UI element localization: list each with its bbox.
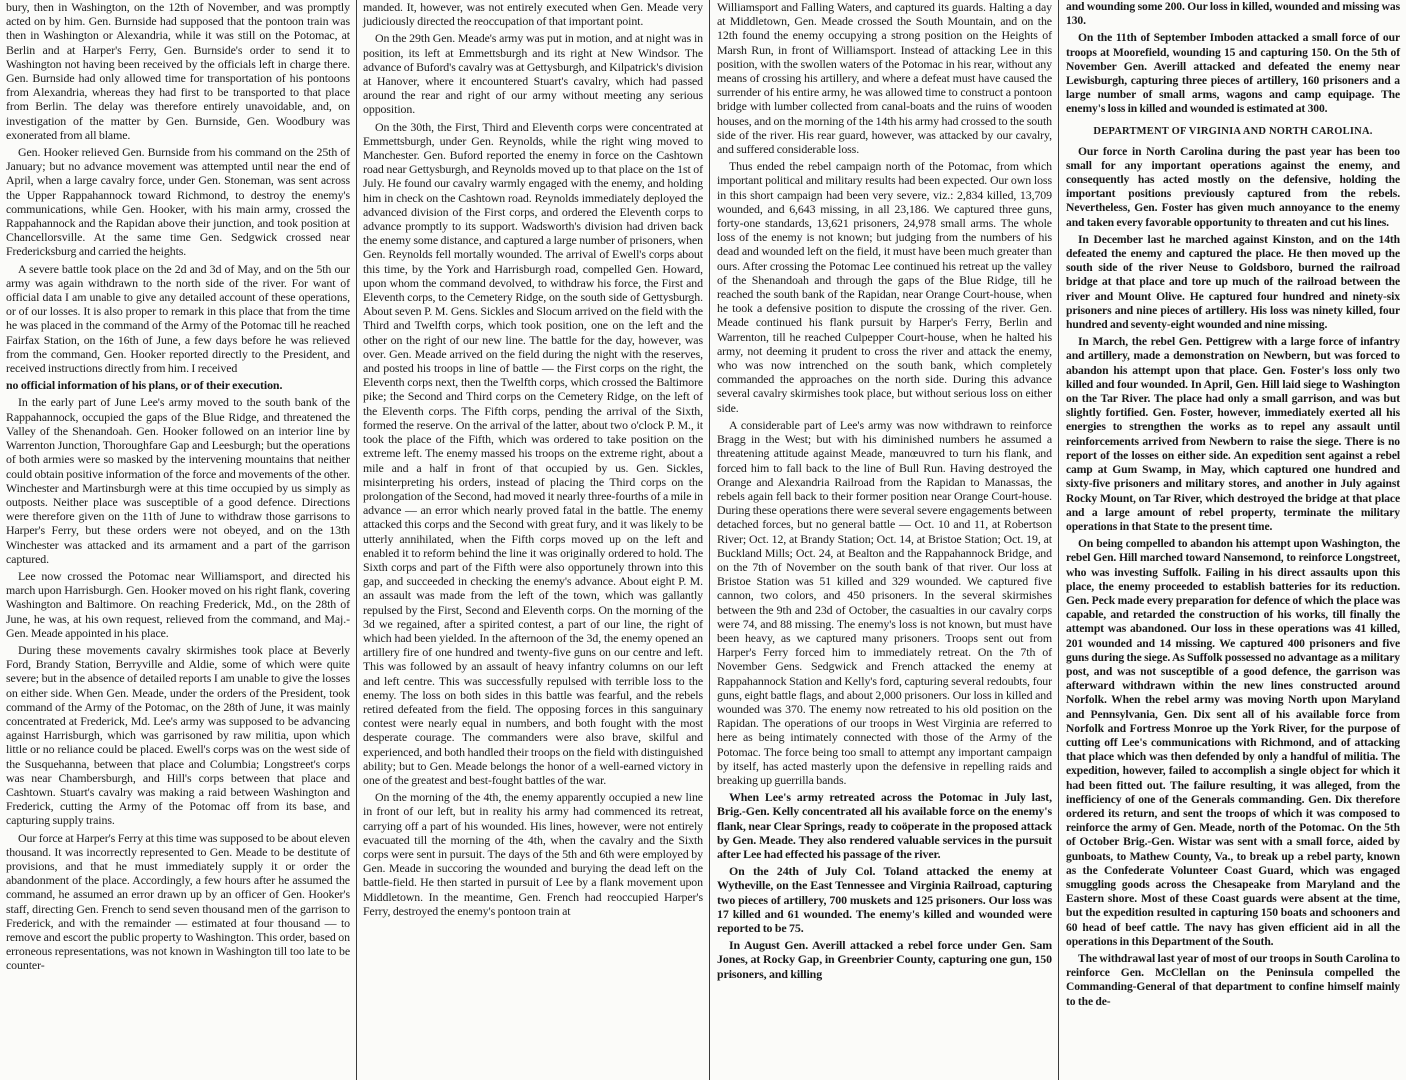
paragraph: no official information of his plans, or of their execution. [6,378,283,393]
paragraph: A considerable part of Lee's army was now withdrawn to reinforce Bragg in the West; but with his diminished numbers he assumed a threatening attitude against Meade, manœuvred to turn his flank, and forced him to fall back to the line of Bull Run. Having destroyed the Orange and Alexandria Railroad from the Rapidan to Manassas, the rebels again fell back to their former position near Orange Court-house. During these operations there were several severe engagements between detached forces, but no general battle — Oct. 10 and 11, at Robertson River; Oct. 12, at Brandy Station; Oct. 14, at Bristoe Station; Oct. 19, at Buckland Mills; Oct. 24, at Bealton and the Rappahannock Bridge, and on the 7th of November on the south bank of that river. Our loss at Bristoe Station was 51 killed and 329 wounded. We captured five cannon, two colors, and 450 prisoners. In the several skirmishes between the 9th and 23d of October, the casualties in our cavalry corps were 74, and 88 missing. The enemy's loss is not known, but must have been heavy, as we captured many prisoners. Troops sent out from Harper's Ferry forced him to immediately retreat. On the 7th of November Gens. Sedgwick and French attacked the enemy at Rappahannock Station and Kelly's ford, capturing several redoubts, four guns, eight battle flags, and about 2,000 prisoners. Our loss in killed and wounded was 370. The enemy now retreated to his old position on the Rapidan. The operations of our troops in West Virginia are referred to here as being intimately connected with those of the Army of the Potomac. The force being too small to attempt any important campaign by itself, has acted masterly upon the defensive in repelling raids and breaking up guerrilla bands. [717,417,1052,787]
paragraph: In December last he marched against Kinston, and on the 14th defeated the enemy and captured the place. He then moved up the south side of the river Neuse to Goldsboro, burned the railroad bridge at that place and tore up much of the railroad between the river and Mount Olive. He captured four hundred and ninety-six prisoners and nine pieces of artillery. His loss was ninety killed, four hundred and seventy-eight wounded and nine missing. [1066,232,1400,332]
paragraph: On the 30th, the First, Third and Eleventh corps were concentrated at Emmettsburgh, under Gen. Reynolds, while the right wing moved to Manchester. Gen. Buford reported the enemy in force on the Cashtown road near Gettysburgh, and Reynolds moved up to that place on the 1st of July. He found our cavalry warmly engaged with the enemy, and holding him in check on the Cashtown road. Reynolds immediately deployed the advanced division of the First corps, and ordered the Eleventh corps to advance promptly to its support. Wadsworth's division had driven back the enemy some distance, and captured a large number of prisoners, when Gen. Reynolds fell mortally wounded. The arrival of Ewell's corps about this time, by the York and Harrisburgh road, compelled Gen. Howard, upon whom the command devolved, to withdraw his force, the First and Eleventh corps, to the Cemetery Ridge, on the south side of Gettysburgh. About seven P. M. Gens. Sickles and Slocum arrived on the field with the Third and Twelfth corps, which took position, one on the left and the other on the right of our new line. The battle for the day, however, was over. Gen. Meade arrived on the field during the night with the reserves, and posted his troops in line of battle — the First corps on the right, the Eleventh corps next, then the Twelfth corps, which crossed the Baltimore pike; the Second and Third corps on the Cemetery Ridge, on the left of the Eleventh corps. The Fifth corps, pending the arrival of the Sixth, formed the reserve. On the arrival of the latter, about two o'clock P. M., it took the place of the Fifth, which was ordered to take position on the extreme left. The enemy massed his troops on the extreme right, about a mile and a half in front of that occupied by us. Gen. Sickles, misinterpreting his orders, instead of placing the Third corps on the prolongation of the Second, had moved it nearly three-fourths of a mile in advance — an error which nearly proved fatal in the battle. The enemy attacked this corps and the Second with great fury, and it was likely to be utterly annihilated, when the Fifth corps moved up on the left and enabled it to reform behind the line it was originally ordered to hold. The Sixth corps and part of the Fifth were also opportunely thrown into this gap, and succeeded in checking the enemy's advance. About eight P. M. an assault was made from the left of the town, which was gallantly repulsed by the First, Second and Eleventh corps. On the morning of the 3d we regained, after a spirited contest, a part of our line, the right of which had been yielded. In the afternoon of the 3d, the enemy opened an artillery fire of one hundred and twenty-five guns on our centre and left. This was followed by an assault of heavy infantry columns on our left and left centre. This was successfully repulsed with terrible loss to the enemy. The loss on both sides in this battle was fearful, and the rebels retired defeated from the field. The opposing forces in this sanguinary contest were nearly equal in numbers, and both fought with the most desperate courage. The commanders were also brave, skilful and experienced, and both handled their troops on the field with distinguished ability; but to Gen. Meade belongs the honor of a well-earned victory in one of the greatest and best-fought battles of the war. [363,119,703,787]
paragraph: bury, then in Washington, on the 12th of November, and was promptly acted on by him. Gen. Burnside had supposed that the pontoon train was then in Washington or Alexandria, while it was still on the Potomac, at Berlin and at Harper's Ferry, Gen. Burnside's order to send it to Washington not having been received by the officials left in charge there. Gen. Burnside had only allowed time for transportation of his pontoons from Alexandria, whereas they had first to be transported to that place from Berlin. The delay was therefore entirely unavoidable, and, on investigation of the matter by Gen. Burnside, Gen. Woodbury was exonerated from all blame. [6,0,350,142]
paragraph: In the early part of June Lee's army moved to the south bank of the Rappahannock, occupied the gaps of the Blue Ridge, and threatened the Valley of the Shenandoah. Gen. Hooker followed on an interior line by Warrenton Junction, Thoroughfare Gap and Leesburgh; but the operations of both armies were so masked by the intervening mountains that neither could obtain positive information of the force and movements of the other. Winchester and Martinsburgh were at this time occupied by us simply as outposts. Neither place was susceptible of a good defence. Directions were therefore given on the 11th of June to withdraw those garrisons to Harper's Ferry, but these orders were not obeyed, and on the 13th Winchester was attacked and its armament and a part of the garrison captured. [6,395,350,566]
paragraph: manded. It, however, was not entirely executed when Gen. Meade very judiciously directed the reoccupation of that important point. [363,0,703,29]
paragraph: When Lee's army retreated across the Potomac in July last, Brig.-Gen. Kelly concentrated all his available force on the enemy's flank, near Clear Springs, ready to coöperate in the proposed attack by Gen. Meade. They also rendered valuable services in the pursuit after Lee had effected his passage of the river. [717,790,1052,861]
section-heading: DEPARTMENT OF VIRGINIA AND NORTH CAROLINA. [1093,125,1373,137]
paragraph: and wounding some 200. Our loss in killed, wounded and missing was 130. [1066,0,1400,28]
paragraph: On the morning of the 4th, the enemy apparently occupied a new line in front of our left, but in reality his army had commenced its retreat, carrying off a part of his wounded. His lines, however, were not entirely evacuated till the morning of the 4th, when the cavalry and the Sixth corps were sent in pursuit. The days of the 5th and 6th were employed by Gen. Meade in succoring the wounded and burying the dead left on the battle-field. He then started in pursuit of Lee by a flank movement upon Middletown. In the meantime, Gen. French had reoccupied Harper's Ferry, destroyed the enemy's pontoon train at [363,790,703,918]
column-rule [709,0,710,1080]
paragraph: Thus ended the rebel campaign north of the Potomac, from which important political and military results had been expected. Our own loss in this short campaign had been very severe, viz.: 2,834 killed, 13,709 wounded, and 6,643 missing, in all 23,186. We captured three guns, forty-one standards, 13,621 prisoners, 24,978 small arms. The whole loss of the enemy is not known; but judging from the numbers of his dead and wounded left on the field, it must have been much greater than ours. After crossing the Potomac Lee continued his retreat up the valley of the Shenandoah and through the gaps of the Blue Ridge, till he reached the south bank of the Rapidan, near Orange Court-house, when he took a defensive position to dispute the crossing of the river. Gen. Meade continued his flank pursuit by Harper's Ferry, Berlin and Warrenton, till he reached Culpepper Court-house, when he halted his army, not deeming it prudent to cross the river and attack the enemy, who was now intrenched on the south bank, which completely commanded the approaches on the north side. During this advance several cavalry skirmishes took place, but without serious loss on either side. [717,159,1052,415]
paragraph: On the 24th of July Col. Toland attacked the enemy at Wytheville, on the East Tennessee and Virginia Railroad, capturing two pieces of artillery, 700 muskets and 125 prisoners. Our loss was 17 killed and 61 wounded. The enemy's killed and wounded were reported to be 75. [717,864,1052,935]
paragraph: On the 11th of September Imboden attacked a small force of our troops at Moorefield, wounding 15 and capturing 150. On the 5th of November Gen. Averill attacked and defeated the enemy near Lewisburgh, capturing three pieces of artillery, 160 prisoners and a large number of small arms, wagons and camp equipage. The enemy's loss in killed and wounded is estimated at 300. [1066,31,1400,116]
paragraph: During these movements cavalry skirmishes took place at Beverly Ford, Brandy Station, Berryville and Aldie, some of which were quite severe; but in the absence of detailed reports I am unable to give the losses on either side. When Gen. Meade, under the orders of the President, took command of the Army of the Potomac, on the 28th of June, it was mainly concentrated at Frederick, Md. Lee's army was supposed to be advancing against Harrisburgh, which was garrisoned by raw militia, upon which little or no reliance could be placed. Ewell's corps was on the west side of the Susquehanna, between that place and Columbia; Longstreet's corps was near Chambersburgh, and Hill's corps between that place and Cashtown. Stuart's cavalry was making a raid between Washington and Frederick, cutting the Army of the Potomac off from its base, and capturing supply trains. [6,642,350,828]
text-column-3 [711,0,1058,1080]
text-column-1 [0,0,356,1080]
paragraph: The withdrawal last year of most of our troops in South Carolina to reinforce Gen. McClellan on the Peninsula compelled the Commanding-General of that department to confine himself mainly to the de- [1066,952,1400,1008]
paragraph: Our force in North Carolina during the past year has been too small for any important operations against the enemy, and consequently has acted mostly on the defensive, holding the important positions previously captured from the rebels. Nevertheless, Gen. Foster has given much annoyance to the enemy and taken every favorable opportunity to threaten and cut his lines. [1066,144,1400,229]
paragraph: Lee now crossed the Potomac near Williamsport, and directed his march upon Harrisburgh. Gen. Hooker moved on his right flank, covering Washington and Baltimore. On reaching Frederick, Md., on the 28th of June, he was, at his own request, relieved from the command, and Maj.-Gen. Meade appointed in his place. [6,568,350,640]
paragraph: In August Gen. Averill attacked a rebel force under Gen. Sam Jones, at Rocky Gap, in Greenbrier County, capturing one gun, 150 prisoners, and killing [717,938,1052,981]
paragraph: A severe battle took place on the 2d and 3d of May, and on the 5th our army was again withdrawn to the north side of the river. For want of official data I am unable to give any detailed account of these operations, or of our losses. It is also proper to remark in this place that from the time he was placed in the command of the Army of the Potomac till he reached Fairfax Station, on the 16th of June, a few days before he was relieved from the command, Gen. Hooker reported directly to the President, and received instructions directly from him. I received [6,261,350,376]
paragraph: In March, the rebel Gen. Pettigrew with a large force of infantry and artillery, made a demonstration on Newbern, but was forced to abandon his attempt upon that place. Gen. Foster's loss only two killed and four wounded. In April, Gen. Hill laid siege to Washington on the Tar River. The place had only a small garrison, and was but slightly fortified. Gen. Foster, however, immediately exerted all his energies to strengthen the works as to repel any assault until reinforcements arrived from Newbern to raise the siege. There is no report of the losses on either side. An expedition sent against a rebel camp at Gum Swamp, in May, which captured one hundred and sixty-five prisoners and military stores, and another in July against Rocky Mount, on Tar River, which destroyed the bridge at that place and a large amount of rebel property, terminate the military operations in that State to the present time. [1066,335,1400,533]
paragraph: On being compelled to abandon his attempt upon Washington, the rebel Gen. Hill marched toward Nansemond, to reinforce Longstreet, who was investing Suffolk. Failing in his direct assaults upon this place, the enemy proceeded to establish batteries for its reduction. Gen. Peck made every preparation for defence of which the place was capable, and retarded the construction of his works, till finally the attempt was abandoned. Our loss in these operations was 41 killed, 201 wounded and 14 missing. We captured 400 prisoners and five guns during the siege. As Suffolk possessed no advantage as a military post, and was not susceptible of a good defence, the garrison was afterward withdrawn within the new lines constructed around Norfolk. When the rebel army was moving North upon Maryland and Pennsylvania, Gen. Dix sent all of his available force from Norfolk and Fortress Monroe up the York River, for the purpose of cutting off Lee's communications with Richmond, and of attacking that place which was then defended by only a handful of militia. The expedition, however, failed to accomplish a single object for which it had been fitted out. The failure resulting, it was alleged, from the inefficiency of one of the Generals commanding. Gen. Dix therefore ordered its return, and sent the troops of which it was composed to reinforce the army of Gen. Meade, north of the Potomac. On the 5th of October Brig.-Gen. Wistar was sent with a small force, aided by gunboats, to Mathew County, Va., to break up a rebel party, known as the Confederate Volunteer Coast Guard, which was engaged smuggling goods across the Chesapeake from Maryland and the Eastern shore. Most of these Coast guards were absent at the time, but the expedition resulted in capturing 150 boats and schooners and 60 head of beef cattle. The navy has given efficient aid in all the operations in this Department of the South. [1066,537,1400,948]
paragraph: Gen. Hooker relieved Gen. Burnside from his command on the 25th of January; but no advance movement was attempted until near the end of April, when a large cavalry force, under Gen. Stoneman, was sent across the Upper Rappahannock toward Richmond, to destroy the enemy's communications, while Gen. Hooker, with his main army, crossed the Rappahannock and the Rapidan above their junction, and took position at Chancellorsville. At the same time Gen. Sedgwick crossed near Fredericksburg and carried the heights. [6,145,350,259]
text-column-2 [357,0,709,1080]
paragraph: Our force at Harper's Ferry at this time was supposed to be about eleven thousand. It was incorrectly represented to Gen. Meade to be destitute of provisions, and that he must immediately supply it or order the abandonment of the place. Accordingly, a few hours after he assumed the command, he assumed an error drawn up by an officer of Gen. Hooker's staff, directing Gen. French to send seven thousand men of the garrison to Frederick, and with the remainder — estimated at four thousand — to remove and escort the public property to Washington. This order, based on erroneous representations, was not known in Washington till too late to be counter- [6,830,350,973]
text-column-4 [1060,0,1406,1080]
paragraph: On the 29th Gen. Meade's army was put in motion, and at night was in position, its left at Emmettsburgh and its right at New Windsor. The advance of Buford's cavalry was at Gettysburgh, and Kilpatrick's division at Hanover, where it encountered Stuart's cavalry, which had passed around the rear and right of our army without meeting any serious opposition. [363,31,703,117]
column-rule [1058,0,1059,1080]
paragraph: Williamsport and Falling Waters, and captured its guards. Halting a day at Middletown, Gen. Meade crossed the South Mountain, and on the 12th found the enemy occupying a strong position on the Heights of Marsh Run, in front of Williamsport. Instead of attacking Lee in this position, with the swollen waters of the Potomac in his rear, without any means of crossing his artillery, and where a defeat must have caused the surrender of his entire army, he was allowed time to construct a pontoon bridge with lumber collected from canal-boats and the ruins of wooden houses, and on the morning of the 14th his army had crossed to the south side of the river. His rear guard, however, was attacked by our cavalry, and suffered considerable loss. [717,0,1052,157]
